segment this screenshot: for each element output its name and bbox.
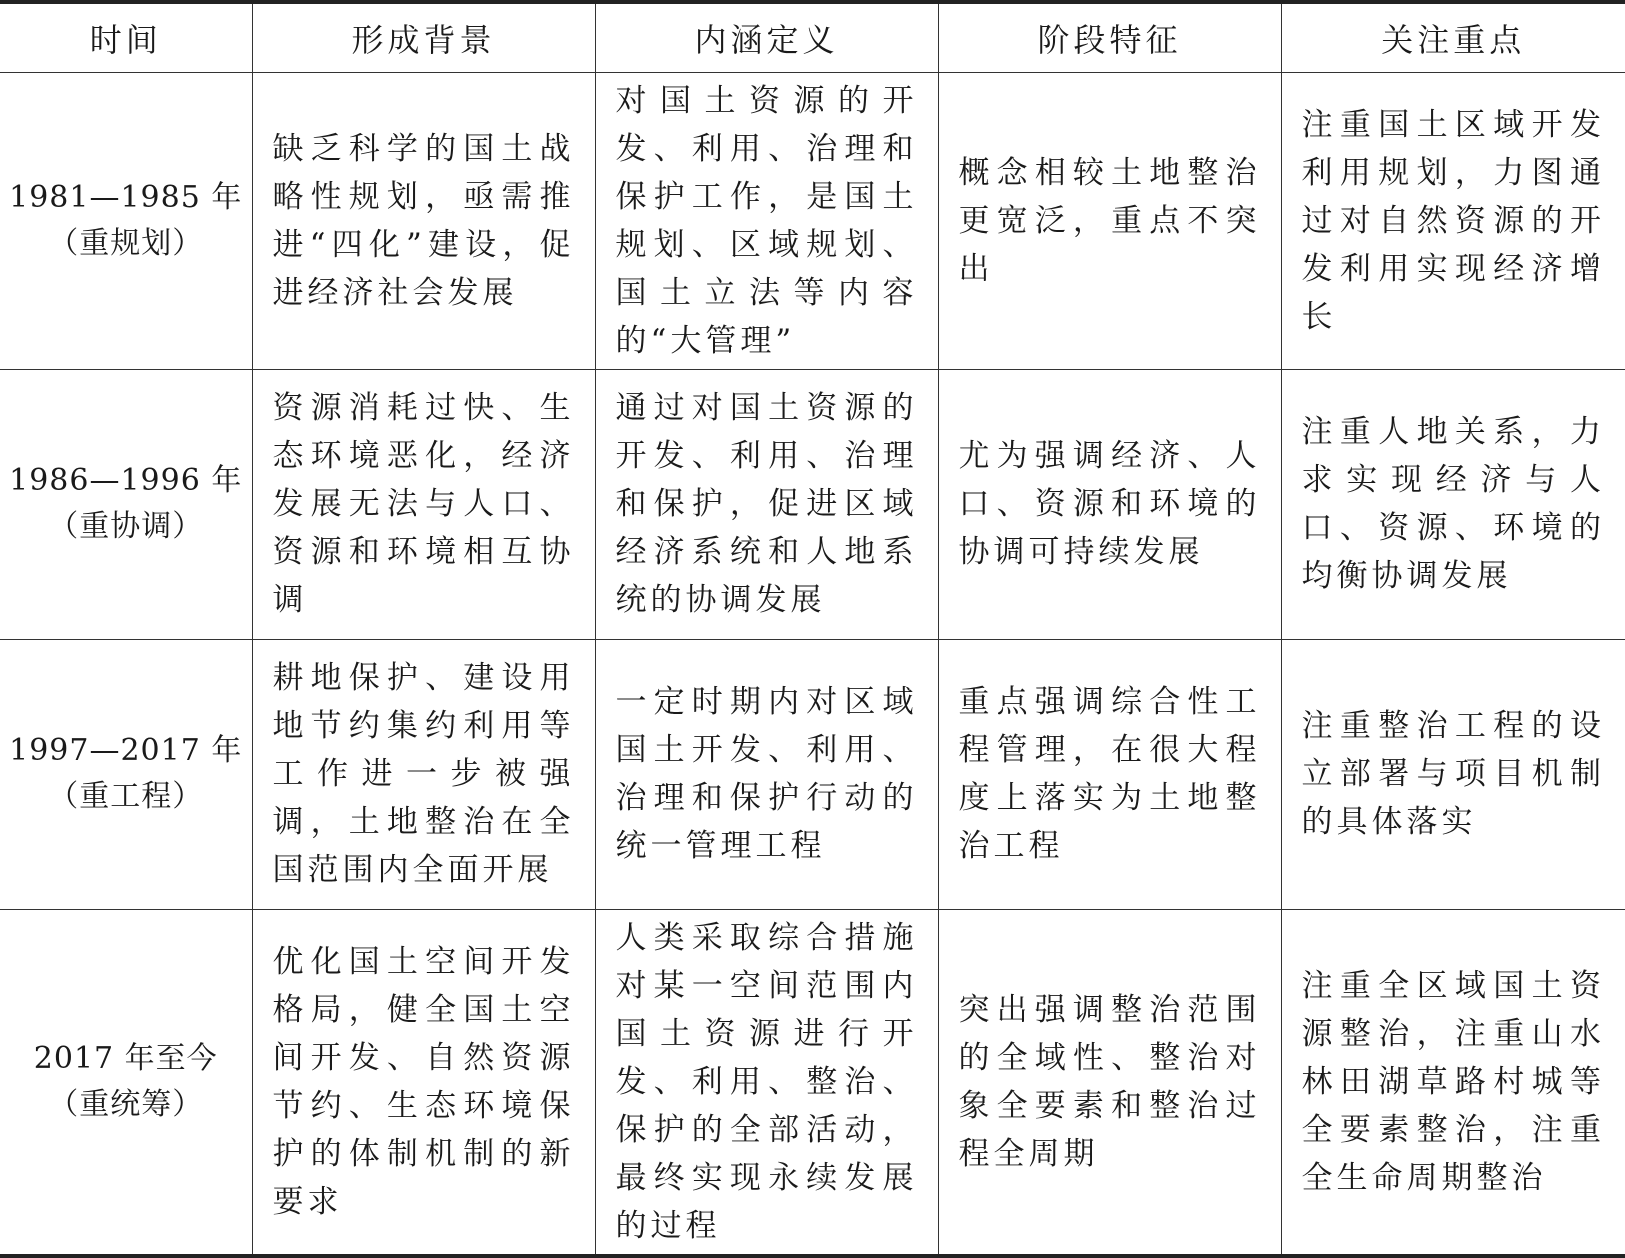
table-row [0,639,1625,909]
background-cell: 缺乏科学的国土战略性规划，亟需推进“四化”建设，促进经济社会发展 [252,72,595,369]
table-row [0,909,1625,1256]
focus-cell: 注重国土区域开发利用规划，力图通过对自然资源的开发利用实现经济增长 [1281,72,1625,369]
table-row [0,72,1625,369]
time-cell [0,369,252,639]
definition-cell: 人类采取综合措施对某一空间范围内国土资源进行开发、利用、整治、保护的全部活动，最终实现永续发展的过程 [595,909,938,1256]
header-definition: 内涵定义 [595,2,938,72]
focus-cell: 注重全区域国土资源整治，注重山水林田湖草路村城等全要素整治，注重全生命周期整治 [1281,909,1625,1256]
feature-cell: 尤为强调经济、人口、资源和环境的协调可持续发展 [938,369,1281,639]
header-feature: 阶段特征 [938,2,1281,72]
header-background: 形成背景 [252,2,595,72]
focus-cell: 注重整治工程的设立部署与项目机制的具体落实 [1281,639,1625,909]
time-period: 1997—2017 年 [9,733,243,768]
table-row [0,369,1625,639]
header-focus: 关注重点 [1281,2,1625,72]
time-cell [0,72,252,369]
feature-cell: 重点强调综合性工程管理，在很大程度上落实为土地整治工程 [938,639,1281,909]
definition-cell: 通过对国土资源的开发、利用、治理和保护，促进区域经济系统和人地系统的协调发展 [595,369,938,639]
feature-cell: 突出强调整治范围的全域性、整治对象全要素和整治过程全周期 [938,909,1281,1256]
header-time: 时间 [0,2,252,72]
time-tag: （重工程） [48,779,204,814]
header-row [0,2,1625,72]
definition-cell: 一定时期内对区域国土开发、利用、治理和保护行动的统一管理工程 [595,639,938,909]
time-tag: （重规划） [48,225,204,261]
time-cell [0,639,252,909]
definition-cell: 对国土资源的开发、利用、治理和保护工作，是国土规划、区域规划、国土立法等内容的“大管理” [595,72,938,369]
focus-cell: 注重人地关系，力求实现经济与人口、资源、环境的均衡协调发展 [1281,369,1625,639]
time-period: 1986—1996 年 [9,463,243,498]
time-period: 2017 年至今 [33,1040,218,1076]
feature-cell: 概念相较土地整治更宽泛，重点不突出 [938,72,1281,369]
time-tag: （重统筹） [48,1086,204,1122]
time-period: 1981—1985 年 [9,179,243,215]
background-cell: 耕地保护、建设用地节约集约利用等工作进一步被强调，土地整治在全国范围内全面开展 [252,639,595,909]
time-cell [0,909,252,1256]
background-cell: 优化国土空间开发格局，健全国土空间开发、自然资源节约、生态环境保护的体制机制的新要求 [252,909,595,1256]
background-cell: 资源消耗过快、生态环境恶化，经济发展无法与人口、资源和环境相互协调 [252,369,595,639]
time-tag: （重协调） [48,509,204,544]
